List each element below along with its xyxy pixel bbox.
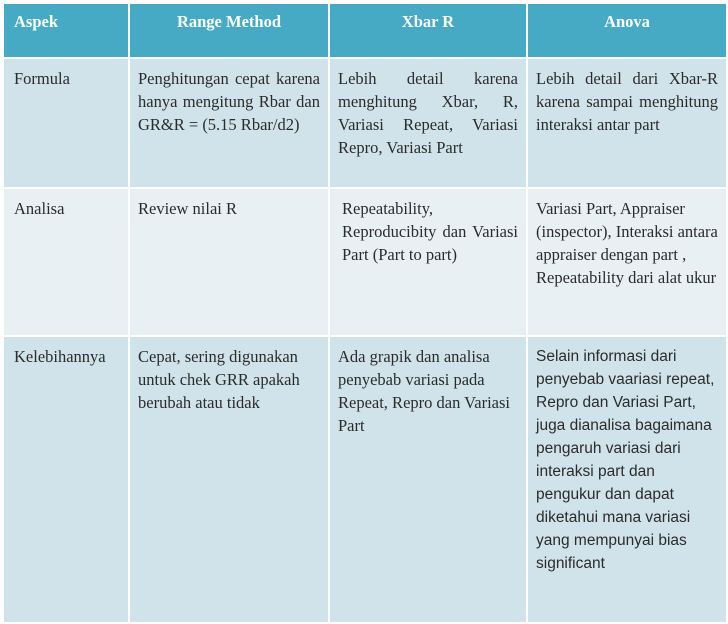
header-aspek: Aspek	[3, 3, 129, 58]
cell-aspect-kelebihannya: Kelebihannya	[3, 336, 129, 623]
cell-range-method-analisa: Review nilai R	[129, 188, 329, 336]
cell-anova-analisa: Variasi Part, Appraiser (inspector), Interaksi antara appraiser dengan part , Repeatability dari alat ukur	[527, 188, 727, 336]
cell-range-method-formula: Penghitungan cepat karena hanya mengitung Rbar dan GR&R = (5.15 Rbar/d2)	[129, 58, 329, 188]
cell-aspect-analisa: Analisa	[3, 188, 129, 336]
cell-anova-kelebihannya: Selain informasi dari penyebab vaariasi repeat, Repro dan Variasi Part, juga dianalisa bagaimana pengaruh variasi dari interaksi part dan pengukur dan dapat diketahui mana variasi yang mempunyai bias significant	[527, 336, 727, 623]
cell-xbar-r-formula: Lebih detail karena menghitung Xbar, R, Variasi Repeat, Variasi Repro, Variasi Part	[329, 58, 527, 188]
cell-aspect-formula: Formula	[3, 58, 129, 188]
header-row	[3, 3, 727, 58]
header-range-method: Range Method	[129, 3, 329, 58]
table-row	[3, 336, 727, 623]
cell-xbar-r-kelebihannya: Ada grapik dan analisa penyebab variasi pada Repeat, Repro dan Variasi Part	[329, 336, 527, 623]
cell-xbar-r-analisa: Repeatability, Reproducibity dan Variasi Part (Part to part)	[329, 188, 527, 336]
header-anova: Anova	[527, 3, 727, 58]
cell-anova-formula: Lebih detail dari Xbar-R karena sampai menghitung interaksi antar part	[527, 58, 727, 188]
table-row	[3, 58, 727, 188]
header-xbar-r: Xbar R	[329, 3, 527, 58]
table-row	[3, 188, 727, 336]
comparison-table	[2, 2, 728, 624]
cell-range-method-kelebihannya: Cepat, sering digunakan untuk chek GRR apakah berubah atau tidak	[129, 336, 329, 623]
